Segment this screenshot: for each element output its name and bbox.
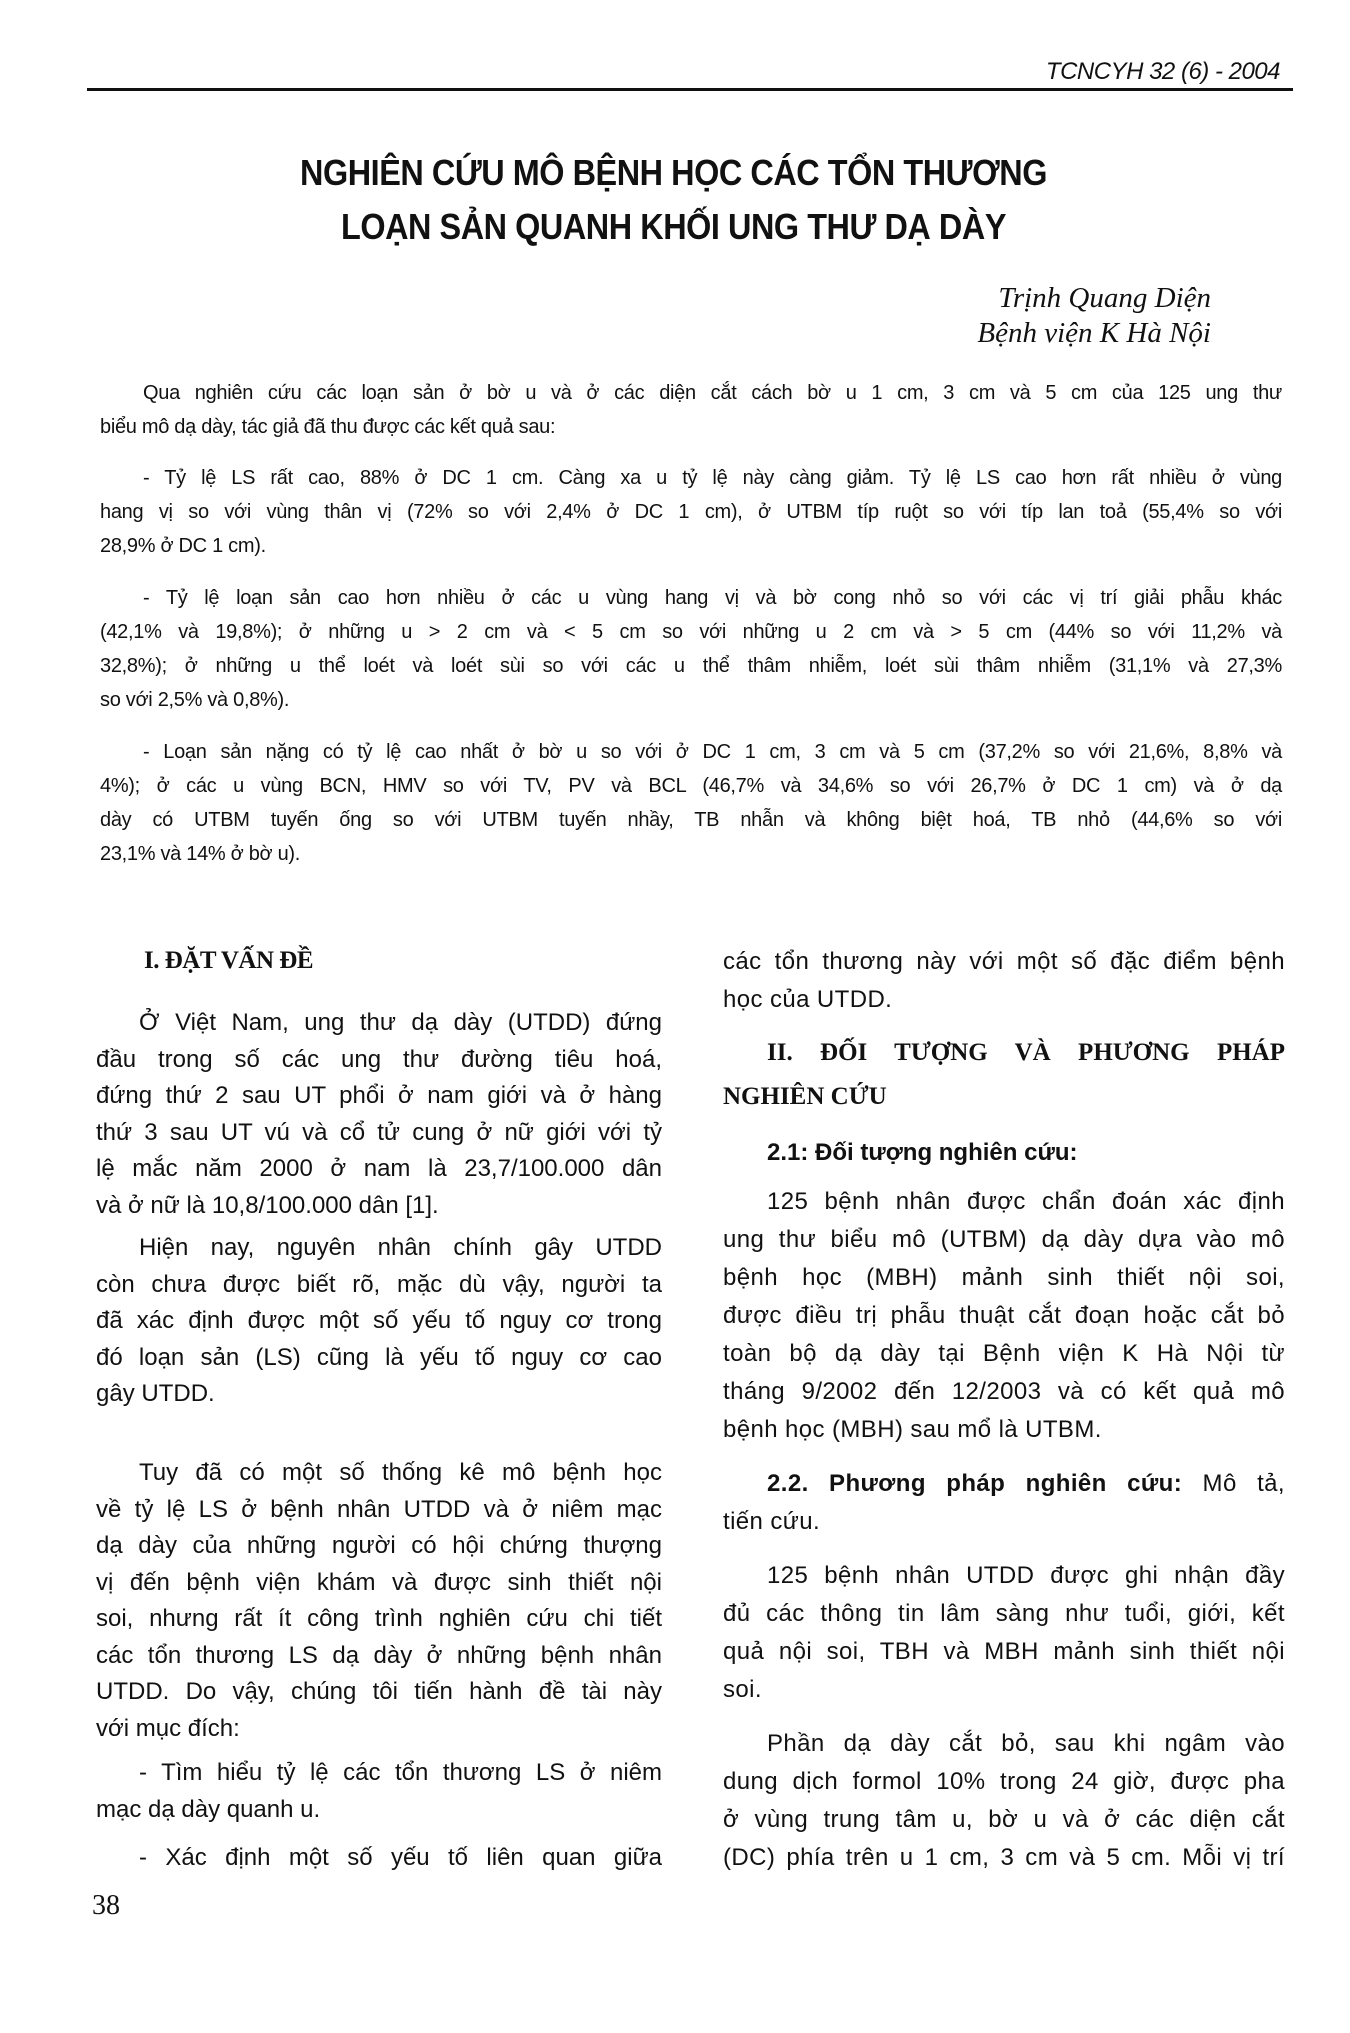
text-line: vị đến bệnh viện khám và được sinh thiết nội [96,1568,662,1596]
article-title-line-2: LOẠN SẢN QUANH KHỐI UNG THƯ DẠ DÀY [341,206,1006,247]
article-title-line-1: NGHIÊN CỨU MÔ BỆNH HỌC CÁC TỔN THƯƠNG [300,152,1047,193]
text-line: tháng 9/2002 đến 12/2003 và có kết quả mô [723,1378,1285,1405]
text-line: soi, nhưng rất ít công trình nghiên cứu chi tiết [96,1605,662,1632]
text-line: các tổn thương này với một số đặc điểm bệnh [723,948,1285,975]
methods-type: Mô tả, [1182,1470,1285,1497]
text-line: thứ 3 sau UT vú và cổ tử cung ở nữ giới với tỷ [96,1118,662,1146]
text-line: Qua nghiên cứu các loạn sản ở bờ u và ở các diện cắt cách bờ u 1 cm, 3 cm và 5 cm của 125 ung thư [143,382,1282,404]
section-heading-methods [723,1031,1285,1119]
intro-paragraph-1 [96,1005,662,1224]
text-line: Hiện nay, nguyên nhân chính gây UTDD [139,1234,662,1261]
text-line: dung dịch formol 10% trong 24 giờ, được pha [723,1768,1285,1795]
text-line: dạ dày của những người có hội chứng thượng [96,1532,662,1559]
text-line: 4%); ở các u vùng BCN, HMV so với TV, PV và BCL (46,7% và 34,6% so với 26,7% ở DC 1 cm) và ở dạ [100,775,1282,797]
text-line: và ở nữ là 10,8/100.000 dân [1]. [96,1191,439,1219]
text-line: dày có UTBM tuyến ống so với UTBM tuyến nhầy, TB nhẫn và không biệt hoá, TB nhỏ (44,6% so với [100,809,1282,831]
text-line: - Xác định một số yếu tố liên quan giữa [139,1844,662,1871]
abstract-paragraph-2 [100,461,1282,563]
text-line: các tổn thương LS dạ dày ở những bệnh nhân [96,1641,662,1669]
methods-paragraph [723,1465,1285,1541]
text-line: so với 2,5% và 0,8%). [100,689,290,711]
text-line: ung thư biểu mô (UTBM) dạ dày dựa vào mô [723,1226,1285,1253]
text-line: - Tỷ lệ loạn sản cao hơn nhiều ở các u vùng hang vị và bờ cong nhỏ so với các vị trí giải phẫu khác [143,587,1282,609]
subheading-methods: 2.2. Phương pháp nghiên cứu: [767,1470,1183,1497]
intro-paragraph-2 [96,1230,662,1413]
text-line: đã xác định được một số yếu tố nguy cơ trong [96,1307,662,1334]
text-line: bệnh học (MBH) sau mổ là UTBM. [723,1416,1102,1443]
text-line: được điều trị phẫu thuật cắt đoạn hoặc cắt bỏ [723,1302,1285,1329]
text-line: đó loạn sản (LS) cũng là yếu tố nguy cơ cao [96,1343,662,1371]
text-line: Tuy đã có một số thống kê mô bệnh học [139,1459,662,1486]
text-line: (42,1% và 19,8%); ở những u > 2 cm và < 5 cm so với những u 2 cm và > 5 cm (44% so với 11,2% và [100,621,1282,643]
text-line: biểu mô dạ dày, tác giả đã thu được các kết quả sau: [100,416,556,438]
text-line: 125 bệnh nhân UTDD được ghi nhận đầy [767,1562,1285,1589]
text-line: II. ĐỐI TƯỢNG VÀ PHƯƠNG PHÁP [767,1039,1285,1066]
subheading-subjects: 2.1: Đối tượng nghiên cứu: [767,1139,1078,1166]
abstract-paragraph-1 [100,376,1282,444]
text-line: 23,1% và 14% ở bờ u). [100,843,301,865]
intro-paragraph-3 [96,1455,662,1747]
text-line: (DC) phía trên u 1 cm, 3 cm và 5 cm. Mỗi vị trí [723,1844,1285,1871]
text-line: - Tỷ lệ LS rất cao, 88% ở DC 1 cm. Càng xa u tỷ lệ này càng giảm. Tỷ lệ LS cao hơn rất nhiều ở vùng [143,467,1282,489]
abstract-paragraph-3 [100,581,1282,717]
text-line: toàn bộ dạ dày tại Bệnh viện K Hà Nội từ [723,1340,1285,1367]
text-line [723,1465,1285,1503]
text-line: với mục đích: [96,1714,240,1742]
text-line: 28,9% ở DC 1 cm). [100,535,266,557]
text-line: NGHIÊN CỨU [723,1083,887,1110]
intro-objective-2-continued [723,943,1285,1019]
text-line: đứng thứ 2 sau UT phổi ở nam giới và ở hàng [96,1082,662,1109]
section-heading-introduction: I. ĐẶT VẤN ĐỀ [144,947,314,974]
journal-issue-header: TCNCYH 32 (6) - 2004 [1045,58,1280,85]
header-rule [87,88,1293,91]
text-line: Ở Việt Nam, ung thư dạ dày (UTDD) đứng [139,1009,662,1036]
text-line: UTDD. Do vậy, chúng tôi tiến hành đề tài này [96,1678,662,1705]
text-line: đầu trong số các ung thư đường tiêu hoá, [96,1045,662,1073]
text-line: gây UTDD. [96,1380,215,1407]
text-line: bệnh học (MBH) mảnh sinh thiết nội soi, [723,1264,1285,1291]
text-line: lệ mắc năm 2000 ở nam là 23,7/100.000 dân [96,1155,662,1182]
author-affiliation: Bệnh viện K Hà Nội [977,317,1211,349]
intro-objective-1 [96,1755,662,1828]
text-line: về tỷ lệ LS ở bệnh nhân UTDD và ở niêm mạc [96,1495,662,1523]
text-line: tiến cứu. [723,1508,821,1535]
text-line: - Loạn sản nặng có tỷ lệ cao nhất ở bờ u so với ở DC 1 cm, 3 cm và 5 cm (37,2% so với 21,6%, 8,8% và [143,741,1282,763]
text-line: ở vùng trung tâm u, bờ u và ở các diện cắt [723,1806,1285,1833]
text-line: Phần dạ dày cắt bỏ, sau khi ngâm vào [767,1730,1285,1757]
subjects-paragraph [723,1183,1285,1449]
text-line: 125 bệnh nhân được chẩn đoán xác định [767,1188,1285,1215]
text-line: quả nội soi, TBH và MBH mảnh sinh thiết nội [723,1638,1285,1665]
data-collection-paragraph [723,1557,1285,1709]
abstract-paragraph-4 [100,735,1282,871]
text-line: học của UTDD. [723,986,893,1013]
page-number: 38 [92,1890,120,1921]
text-line: đủ các thông tin lâm sàng như tuổi, giới, kết [723,1600,1285,1627]
author-name: Trịnh Quang Diện [998,282,1211,314]
intro-objective-2 [96,1840,662,1877]
text-line: hang vị so với vùng thân vị (72% so với 2,4% ở DC 1 cm), ở UTBM típ ruột so với típ lan toả (55,4% so với [100,501,1282,523]
specimen-paragraph [723,1725,1285,1877]
text-line: 32,8%); ở những u thể loét và loét sùi so với các u thể thâm nhiễm, loét sùi thâm nhiễm (31,1% và 27,3% [100,655,1282,677]
text-line: còn chưa được biết rõ, mặc dù vậy, người ta [96,1270,662,1298]
text-line: - Tìm hiểu tỷ lệ các tổn thương LS ở niêm [139,1759,662,1786]
text-line: soi. [723,1676,762,1703]
text-line: mạc dạ dày quanh u. [96,1795,321,1823]
